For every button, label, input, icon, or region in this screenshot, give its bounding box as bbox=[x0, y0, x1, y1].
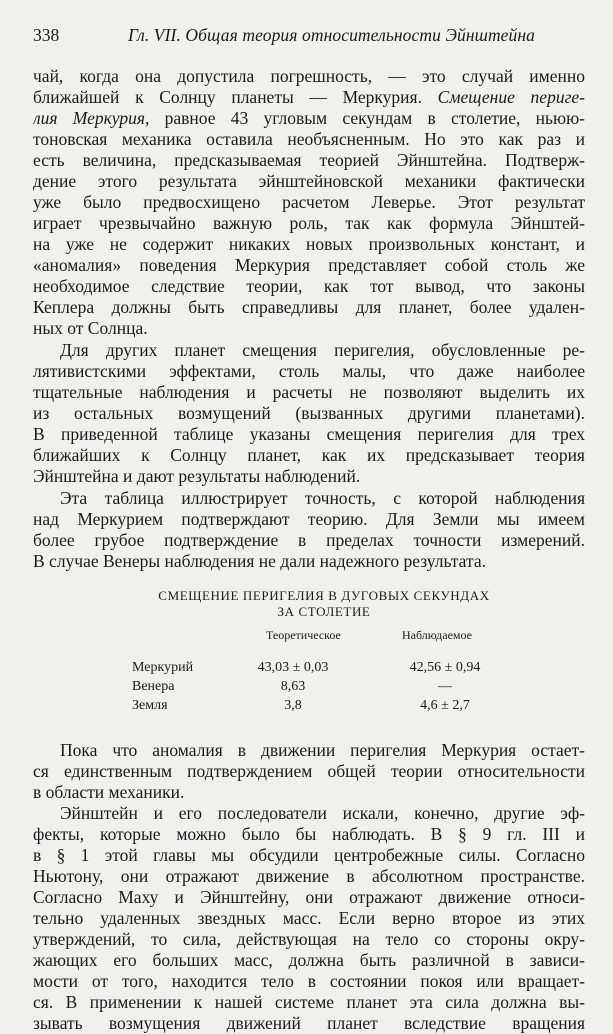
text-line: тоновская механика оставила необъясненным. Но это как раз и bbox=[33, 129, 585, 149]
observed-value: 4,6 ± 2,7 bbox=[420, 698, 470, 713]
text-line: Пока что аномалия в движении перигелия Меркурия остает- bbox=[60, 740, 585, 760]
text-line: зывать возмущения движений планет вследствие вращения bbox=[33, 1013, 585, 1033]
text-line: фекты, которые можно было бы наблюдать. В § 9 гл. III и bbox=[33, 824, 585, 844]
text-line: Согласно Маху и Эйнштейну, они отражают движение относи- bbox=[33, 887, 585, 907]
observed-value: — bbox=[438, 679, 452, 694]
table-caption bbox=[33, 588, 585, 620]
text-line: уже было предвосхищено расчетом Леверье. Этот результат bbox=[33, 192, 585, 212]
page-header bbox=[33, 14, 585, 44]
text-line: есть величина, предсказываемая теорией Эйнштейна. Подтверж- bbox=[33, 150, 585, 170]
planet-name: Земля bbox=[132, 698, 168, 713]
text-line: ся единственным подтверждением общей теории относительности bbox=[33, 761, 585, 781]
text-run: ближайшей к Солнцу планеты — Меркурия. bbox=[33, 87, 438, 107]
text-line: В случае Венеры наблюдения не дали надежного результата. bbox=[33, 551, 486, 571]
paragraph-3 bbox=[33, 488, 585, 572]
text-line: в области механики. bbox=[33, 782, 185, 802]
text-line: чай, когда она допустила погрешность, — это случай именно bbox=[33, 66, 585, 86]
text-run: , равное 43 угловым секундам в столетие, ньюю- bbox=[144, 108, 585, 128]
theoretical-value: 8,63 bbox=[280, 679, 306, 694]
text-line: лятивистскими эффектами, столь малы, что даже наиболее bbox=[33, 361, 585, 381]
text-line: на уже не содержит никаких новых произвольных констант, и bbox=[33, 234, 585, 254]
table-caption-line: ЗА СТОЛЕТИЕ bbox=[277, 604, 371, 619]
text-line: ся. В применении к нашей системе планет эта сила должна вы- bbox=[33, 992, 585, 1012]
paragraph-4 bbox=[33, 740, 585, 803]
text-line: Ньютону, они отражают движение в абсолютном пространстве. bbox=[33, 866, 585, 886]
planet-name: Меркурий bbox=[132, 660, 194, 675]
text-line: из остальных возмущений (вызванных другими планетами). bbox=[33, 403, 585, 423]
text-line bbox=[33, 108, 585, 129]
paragraph-5 bbox=[33, 803, 585, 1034]
table-caption-line: СМЕЩЕНИЕ ПЕРИГЕЛИЯ В ДУГОВЫХ СЕКУНДАХ bbox=[158, 588, 490, 603]
table-body bbox=[33, 660, 585, 717]
text-line: Эйнштейн и его последователи искали, конечно, другие эф- bbox=[60, 803, 585, 823]
column-header-observed: Наблюдаемое bbox=[402, 628, 472, 642]
text-line: ближайших к Солнцу планет, как их предсказывает теория bbox=[33, 445, 585, 465]
text-line: В приведенной таблице указаны смещения перигелия для трех bbox=[33, 424, 585, 444]
table-row bbox=[33, 698, 585, 717]
text-line: играет чрезвычайно важную роль, так как формула Эйнштей- bbox=[33, 213, 585, 233]
text-line: более грубое подтверждение в пределах точности измерений. bbox=[33, 530, 585, 550]
paragraph-1 bbox=[33, 66, 585, 339]
text-line: Для других планет смещения перигелия, обусловленные ре- bbox=[60, 340, 585, 360]
text-line: над Меркурием подтверждают теорию. Для Земли мы имеем bbox=[33, 509, 585, 529]
observed-value: 42,56 ± 0,94 bbox=[409, 660, 481, 675]
text-line: мости от того, находится тело в состоянии покоя или вращает- bbox=[33, 971, 585, 991]
planet-name: Венера bbox=[132, 679, 175, 694]
table-row bbox=[33, 679, 585, 698]
table-header-row bbox=[33, 626, 585, 650]
text-line: утверждений, то сила, действующая на тело со стороны окру- bbox=[33, 929, 585, 949]
theoretical-value: 3,8 bbox=[284, 698, 302, 713]
italic-term: лия Меркурия bbox=[33, 108, 145, 128]
text-line: ных от Солнца. bbox=[33, 318, 148, 338]
column-header-theoretical: Теоретическое bbox=[266, 628, 341, 642]
text-line: дение этого результата эйнштейновской механики фактически bbox=[33, 171, 585, 191]
text-line: Эта таблица иллюстрирует точность, с которой наблюдения bbox=[60, 488, 585, 508]
text-line: тщательные наблюдения и расчеты не позволяют выделить их bbox=[33, 382, 585, 402]
italic-term: Смещение периге- bbox=[437, 87, 585, 107]
text-line: тельно удаленных звездных масс. Если верно второе из этих bbox=[33, 908, 585, 928]
perihelion-table bbox=[33, 588, 585, 717]
text-line: «аномалия» поведения Меркурия представляет собой столь же bbox=[33, 255, 585, 275]
book-page bbox=[33, 14, 585, 1034]
theoretical-value: 43,03 ± 0,03 bbox=[257, 660, 329, 675]
text-line: необходимое следствие теории, как тот вывод, что законы bbox=[33, 276, 585, 296]
table-row bbox=[33, 660, 585, 679]
text-line: Кеплера должны быть справедливы для планет, более удален- bbox=[33, 297, 585, 317]
text-line bbox=[33, 87, 585, 108]
paragraph-2 bbox=[33, 340, 585, 487]
text-line: в § 1 этой главы мы обсудили центробежные силы. Согласно bbox=[33, 845, 585, 865]
running-title: Гл. VII. Общая теория относительности Эйнштейна bbox=[128, 25, 536, 45]
page-number: 338 bbox=[33, 25, 60, 45]
text-line: жающих его больших масс, должна быть различной в зависи- bbox=[33, 950, 585, 970]
text-line: Эйнштейна и дают результаты наблюдений. bbox=[33, 466, 361, 486]
